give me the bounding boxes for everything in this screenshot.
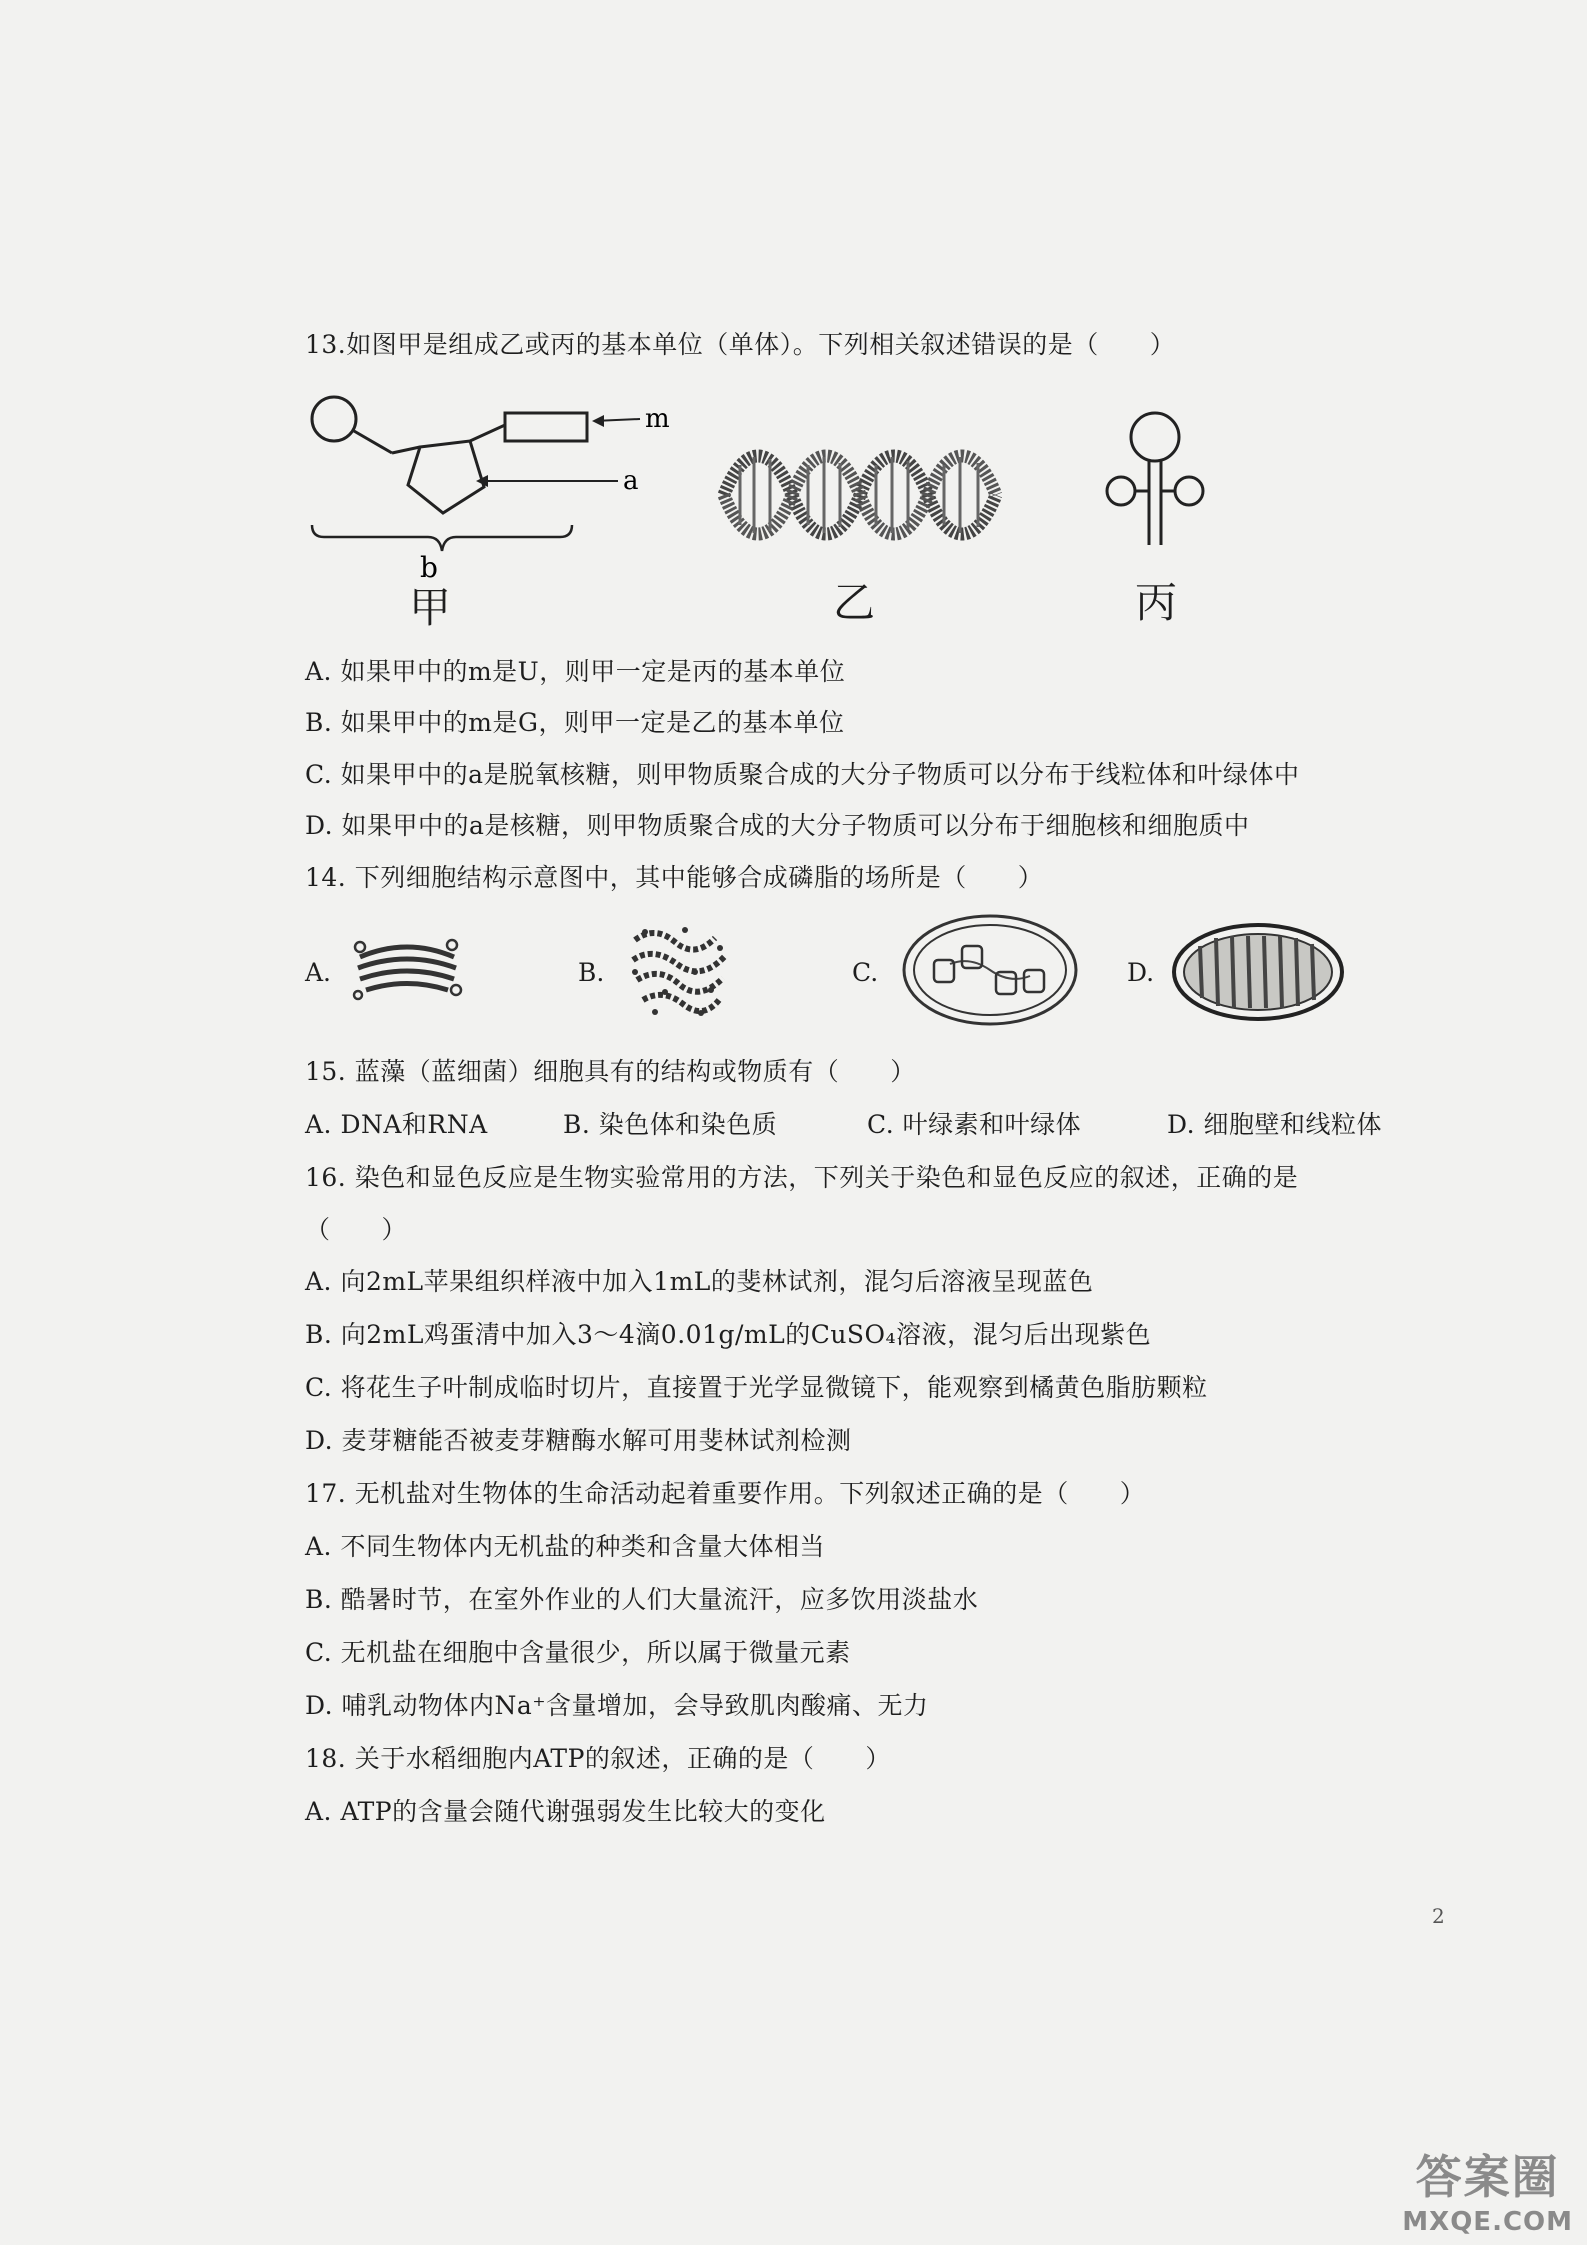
endoplasmic-reticulum-diagram <box>625 920 735 1020</box>
q17-option-a: A. 不同生物体内无机盐的种类和含量大体相当 <box>305 1532 825 1561</box>
q13-option-a: A. 如果甲中的m是U，则甲一定是丙的基本单位 <box>305 657 846 686</box>
q15-option-b: B. 染色体和染色质 <box>563 1110 778 1139</box>
q16-stem-cont: （ ） <box>305 1215 408 1244</box>
q14-option-d: D. <box>1127 958 1155 987</box>
label-b: b <box>420 551 438 584</box>
q17-option-d: D. 哺乳动物体内Na⁺含量增加，会导致肌肉酸痛、无力 <box>305 1691 929 1720</box>
q13-stem: 13.如图甲是组成乙或丙的基本单位（单体）。下列相关叙述错误的是（ ） <box>305 330 1176 359</box>
q15-option-a: A. DNA和RNA <box>305 1110 488 1139</box>
watermark <box>1402 2141 1573 2237</box>
q16-stem: 16. 染色和显色反应是生物实验常用的方法，下列关于染色和显色反应的叙述，正确的是 <box>305 1163 1299 1192</box>
q16-option-d: D. 麦芽糖能否被麦芽糖酶水解可用斐林试剂检测 <box>305 1426 852 1455</box>
q17-stem: 17. 无机盐对生物体的生命活动起着重要作用。下列叙述正确的是（ ） <box>305 1479 1146 1508</box>
golgi-diagram <box>352 935 462 1005</box>
q14-option-c: C. <box>852 958 879 987</box>
base-rectangle <box>505 413 587 441</box>
page-number: 2 <box>1432 1904 1445 1928</box>
mitochondrion-diagram <box>1172 922 1344 1022</box>
q14-option-b: B. <box>578 958 605 987</box>
q18-stem: 18. 关于水稻细胞内ATP的叙述，正确的是（ ） <box>305 1744 891 1773</box>
q15-stem: 15. 蓝藻（蓝细菌）细胞具有的结构或物质有（ ） <box>305 1057 916 1086</box>
phosphate-circle <box>312 397 356 441</box>
label-a: a <box>623 466 639 496</box>
q14-option-a: A. <box>305 958 332 987</box>
q13-option-d: D. 如果甲中的a是核糖，则甲物质聚合成的大分子物质可以分布于细胞核和细胞质中 <box>305 811 1250 840</box>
q15-option-c: C. 叶绿素和叶绿体 <box>867 1110 1082 1139</box>
q16-option-b: B. 向2mL鸡蛋清中加入3～4滴0.01g/mL的CuSO₄溶液，混匀后出现紫色 <box>305 1320 1152 1349</box>
q16-option-a: A. 向2mL苹果组织样液中加入1mL的斐林试剂，混匀后溶液呈现蓝色 <box>305 1267 1094 1296</box>
q15-option-d: D. 细胞壁和线粒体 <box>1167 1110 1383 1139</box>
label-m: m <box>645 404 670 434</box>
label-jia: 甲 <box>409 583 452 632</box>
pentose-pentagon <box>408 441 484 513</box>
q13-option-c: C. 如果甲中的a是脱氧核糖，则甲物质聚合成的大分子物质可以分布于线粒体和叶绿体中 <box>305 760 1300 789</box>
brace-b <box>312 525 572 551</box>
chloroplast-diagram <box>900 912 1080 1028</box>
label-yi: 乙 <box>833 578 876 627</box>
q18-option-a: A. ATP的含量会随代谢强弱发生比较大的变化 <box>305 1797 826 1826</box>
nucleotide-diagram <box>300 385 670 665</box>
q17-option-b: B. 酷暑时节，在室外作业的人们大量流汗，应多饮用淡盐水 <box>305 1585 979 1614</box>
watermark-logo: 答案圈 <box>1415 2150 1560 2204</box>
q13-option-b: B. 如果甲中的m是G，则甲一定是乙的基本单位 <box>305 708 845 737</box>
trna-diagram <box>1095 405 1215 555</box>
dna-helix-diagram <box>720 435 1010 555</box>
q14-stem: 14. 下列细胞结构示意图中，其中能够合成磷脂的场所是（ ） <box>305 863 1044 892</box>
label-bing: 丙 <box>1135 578 1178 627</box>
q17-option-c: C. 无机盐在细胞中含量很少，所以属于微量元素 <box>305 1638 851 1667</box>
q16-option-c: C. 将花生子叶制成临时切片，直接置于光学显微镜下，能观察到橘黄色脂肪颗粒 <box>305 1373 1208 1402</box>
watermark-url: MXQE.COM <box>1402 2207 1573 2237</box>
